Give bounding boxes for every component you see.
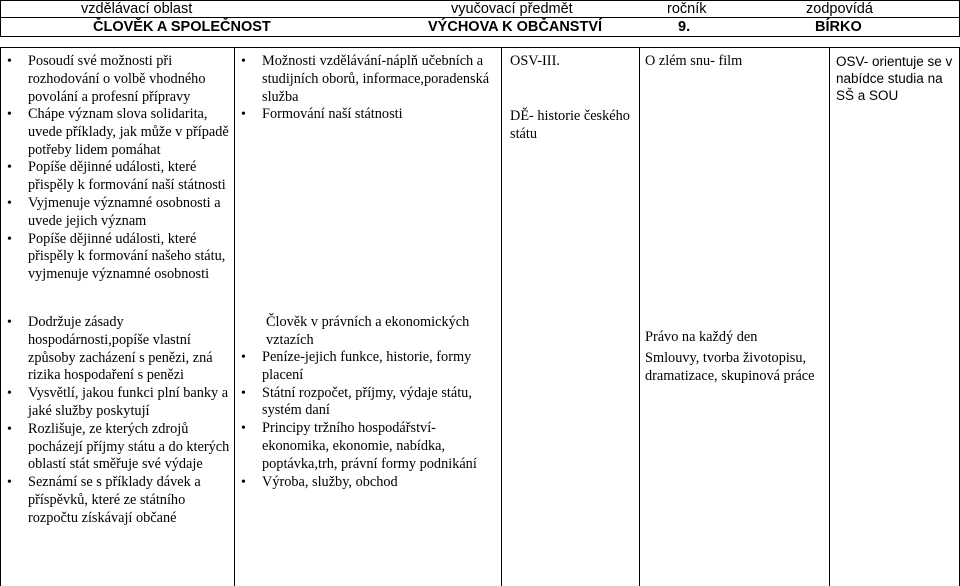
outcome-item: • Posoudí své možnosti při rozhodování o volbě vhodného povolání a profesní přípravy <box>2 53 232 106</box>
crosscut-de: DĚ- historie českého státu <box>510 108 630 142</box>
header-label-subject: vyučovací předmět <box>451 1 573 17</box>
outcomes-list-a <box>2 106 232 284</box>
outcome-item: • Dodržuje zásady hospodárnosti,popíše vlastní způsoby zacházení s penězi, zná rizika hospodaření s penězi <box>2 314 232 385</box>
outcome-item: • Vyjmenuje významné osobnosti a uvede jejich význam <box>2 195 232 231</box>
outcome-item: • Popíše dějinné události, které přispěly k formování našeho státu, vyjmenuje významné osobnosti <box>2 231 232 284</box>
header-top-border <box>0 0 960 1</box>
header-left-border <box>0 0 1 37</box>
header-value-subject: VÝCHOVA K OBČANSTVÍ <box>428 19 603 35</box>
topics-heading: Člověk v právních a ekonomických vztazích <box>266 314 470 348</box>
topic-item: • Principy tržního hospodářství-ekonomika, ekonomie, nabídka, poptávka,trh, právní formy podnikání <box>236 420 500 473</box>
topic-item: • Možnosti vzdělávání-náplň učebních a studijních oborů, informace,poradenská služba <box>236 53 500 106</box>
activity-rights: Právo na každý den <box>645 329 758 345</box>
body-top-border <box>0 47 960 48</box>
topics-column-b <box>236 349 500 491</box>
header-value-area: ČLOVĚK A SPOLEČNOST <box>93 19 271 35</box>
column-divider-1 <box>234 47 235 586</box>
outcome-item: • Seznámí se s příklady dávek a příspěvků, které ze státního rozpočtu získávají občané <box>2 474 232 527</box>
outcome-item: • Vysvětlí, jakou funkci plní banky a jaké služby poskytují <box>2 385 232 421</box>
header-label-responsible: zodpovídá <box>806 1 873 17</box>
column-divider-4 <box>829 47 830 586</box>
notes-cell: OSV- orientuje se v nabídce studia na SŠ a SOU <box>836 54 953 103</box>
topic-item: • Státní rozpočet, příjmy, výdaje státu, systém daní <box>236 385 500 421</box>
header-mid-border <box>0 17 960 18</box>
topics-column-a <box>236 53 500 124</box>
topic-item: • Formování naší státnosti <box>236 106 500 124</box>
topic-item: • Peníze-jejich funkce, historie, formy placení <box>236 349 500 385</box>
activity-contracts: Smlouvy, tvorba životopisu, dramatizace, skupinová práce <box>645 350 815 384</box>
outcome-item: • Popíše dějinné události, které přispěly k formování naší státnosti <box>2 159 232 195</box>
header-label-grade: ročník <box>667 1 707 17</box>
column-divider-3 <box>639 47 640 586</box>
header-labels-row <box>0 0 960 18</box>
header-values-row <box>0 18 960 36</box>
crosscut-osv: OSV-III. <box>510 53 560 69</box>
header-label-area: vzdělávací oblast <box>81 1 193 17</box>
column-divider-2 <box>501 47 502 586</box>
outcomes-column <box>2 53 232 106</box>
topic-item: • Výroba, služby, obchod <box>236 474 500 492</box>
outcomes-list-b <box>2 314 232 528</box>
header-bottom-border <box>0 36 960 37</box>
header-value-grade: 9. <box>678 19 691 35</box>
outcome-item: • Rozlišuje, ze kterých zdrojů pocházejí příjmy státu a do kterých oblastí stát směřuje své výdaje <box>2 421 232 474</box>
body-left-border <box>0 47 1 586</box>
header-value-responsible: BÍRKO <box>815 19 862 35</box>
outcome-item: • Chápe význam slova solidarita, uvede příklady, jak může v případě potřeby lidem pomáhat <box>2 106 232 159</box>
activity-film: O zlém snu- film <box>645 53 743 69</box>
header-band <box>0 0 960 38</box>
